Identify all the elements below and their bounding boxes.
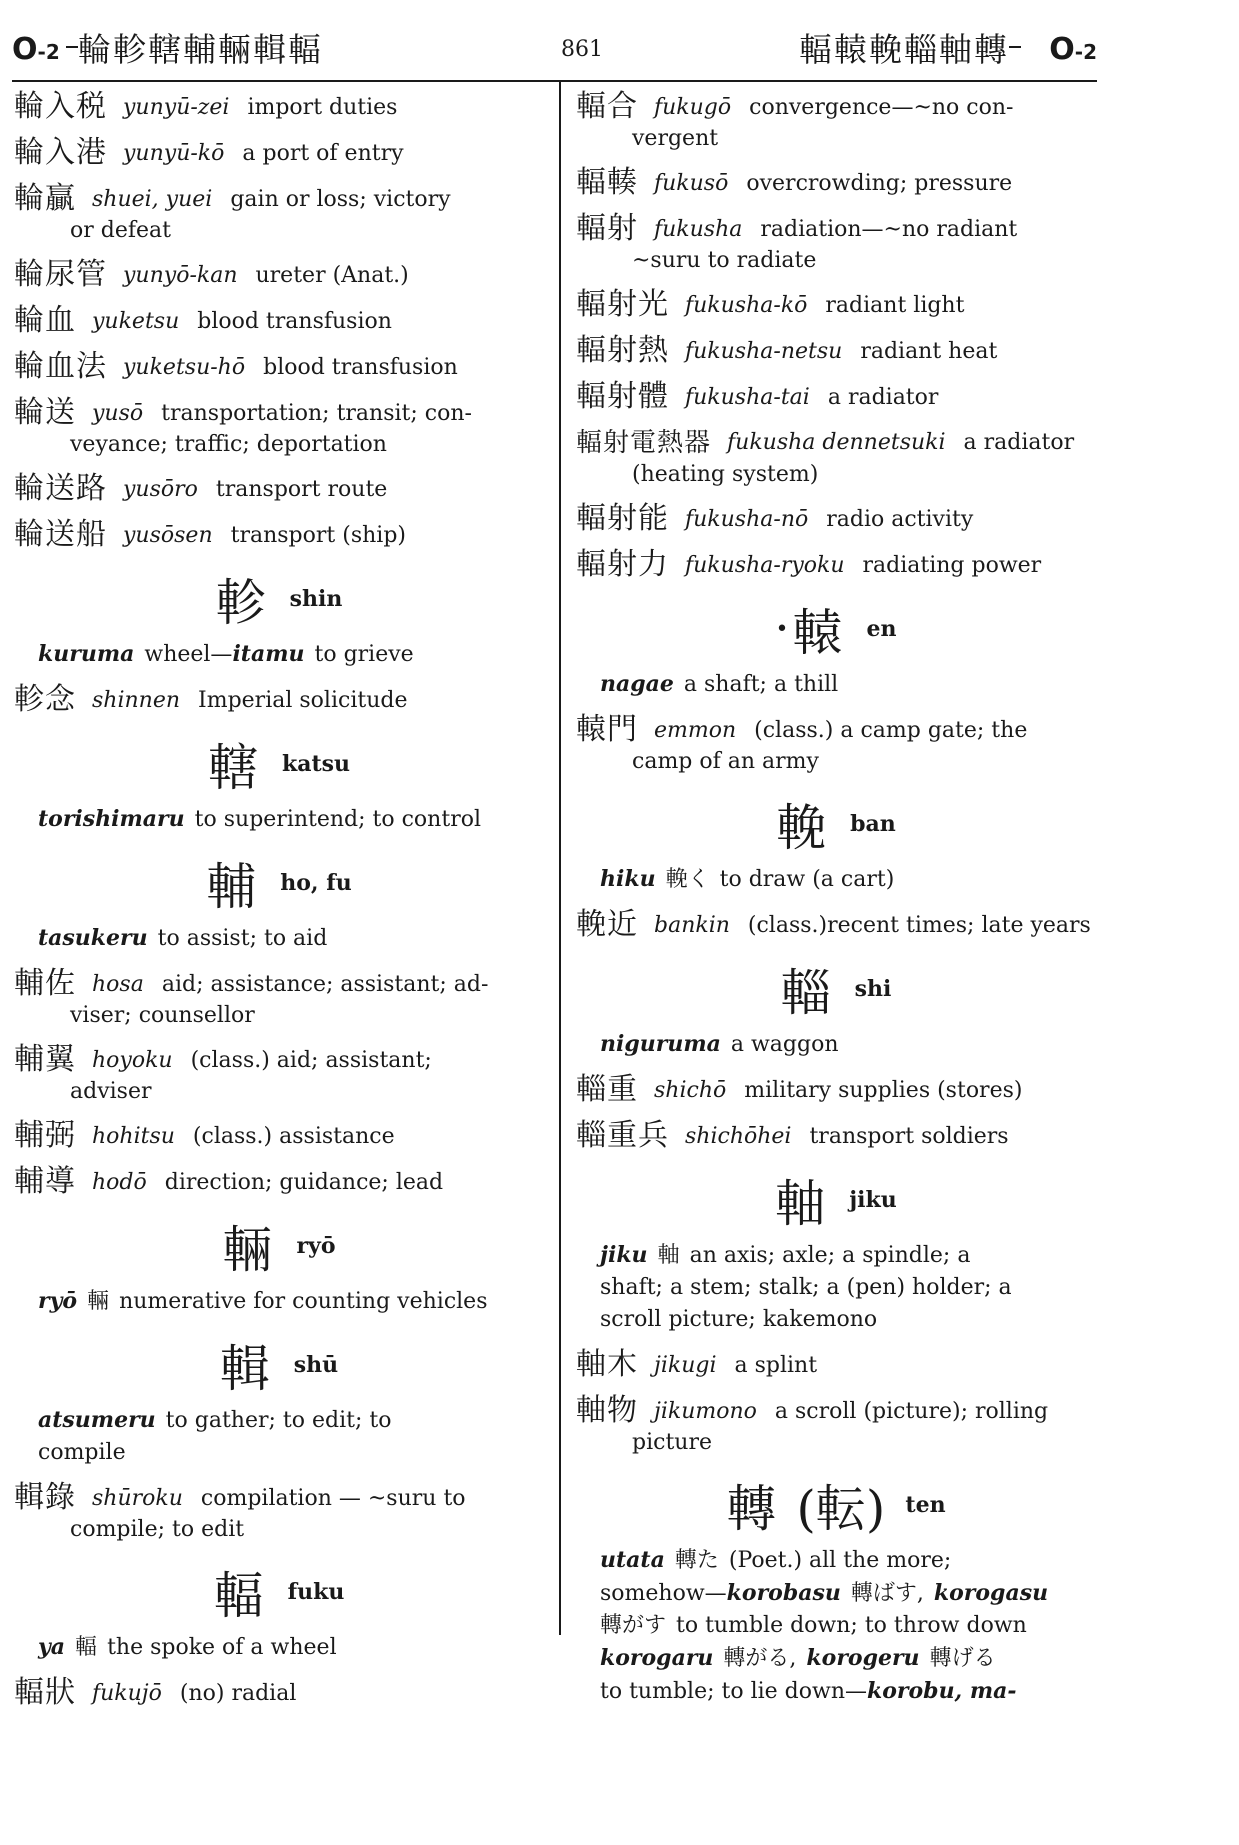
headword-katsu: 轄 katsu: [207, 739, 351, 797]
entry: 輯錄 shūroku compilation — ~suru to compile; to edit: [14, 1480, 466, 1542]
entry: 輪血法 yuketsu-hō blood transfusion: [14, 349, 458, 384]
kun-reading: utata 轉た (Poet.) all the more; somehow—korobasu 轉ばす, korogasu 轉がす to tumble down; to throw down korogaru 轉がる, korogeru 轉げる to tumble; to lie down—korobu, ma-: [600, 1547, 1049, 1704]
headword-en: • 轅 en: [775, 604, 897, 662]
kun-reading: torishimaru to superintend; to control: [38, 806, 481, 832]
entry: 輻狀 fukujō (no) radial: [14, 1675, 297, 1710]
page-number: 861: [561, 37, 603, 62]
right-section-code: O-2: [1049, 32, 1097, 67]
entry: 輔佐 hosa aid; assistance; assistant; ad- viser; counsellor: [14, 966, 489, 1028]
headword-ten: 轉 (転) ten: [726, 1480, 946, 1538]
kun-reading: tasukeru to assist; to aid: [38, 925, 328, 951]
left-column: [14, 90, 544, 1722]
entry: 輻射光 fukusha-kō radiant light: [576, 287, 965, 322]
kun-reading: ya 輻 the spoke of a wheel: [38, 1634, 337, 1660]
entry: 輪送 yusō transportation; transit; con- veyance; traffic; deportation: [14, 395, 472, 457]
entry: 輜重 shichō military supplies (stores): [576, 1072, 1023, 1107]
entry: 輻射電熱器 fukusha dennetsuki a radiator (heating system): [576, 428, 1075, 487]
entry: 輻射力 fukusha-ryoku radiating power: [576, 547, 1042, 582]
entry: 輪入港 yunyū-kō a port of entry: [14, 135, 404, 170]
entry: 輔翼 hoyoku (class.) aid; assistant; adviser: [14, 1042, 432, 1104]
entry: 輔導 hodō direction; guidance; lead: [14, 1164, 444, 1199]
right-header-dash: [1009, 46, 1021, 48]
kun-reading: nagae a shaft; a thill: [600, 671, 839, 697]
kun-reading: hiku 輓く to draw (a cart): [600, 866, 895, 892]
entry: 輪尿管 yunyō-kan ureter (Anat.): [14, 257, 409, 292]
headword-jiku: 軸 jiku: [775, 1175, 897, 1233]
kun-reading: kuruma wheel—itamu to grieve: [38, 641, 414, 667]
kun-reading: jiku 軸 an axis; axle; a spindle; a shaft; a stem; stalk; a (pen) holder; a scroll picture; kakemono: [600, 1242, 1012, 1332]
kun-reading: niguruma a waggon: [600, 1031, 839, 1057]
entry: 輻射 fukusha radiation—~no radiant ~suru to radiate: [576, 211, 1018, 273]
entry: 輪贏 shuei, yuei gain or loss; victory or defeat: [14, 181, 451, 243]
entry: 輻射體 fukusha-tai a radiator: [576, 379, 939, 414]
entry: 軸物 jikumono a scroll (picture); rolling picture: [576, 1393, 1049, 1455]
right-header-kanji: 輻轅輓輜軸轉: [799, 30, 1009, 69]
right-column: [576, 90, 1096, 1720]
entry: 轅門 emmon (class.) a camp gate; the camp of an army: [576, 712, 1028, 774]
entry: 輻射能 fukusha-nō radio activity: [576, 501, 974, 536]
headword-ryo: 輛 ryō: [222, 1221, 336, 1279]
left-header-kanji: 輪軫轄輔輛輯輻: [78, 30, 323, 69]
headword-ban: 輓 ban: [776, 799, 896, 857]
entry: 輓近 bankin (class.)recent times; late years: [576, 907, 1091, 942]
headword-fuku: 輻 fuku: [213, 1567, 345, 1625]
entry: 輪入税 yunyū-zei import duties: [14, 89, 398, 124]
column-divider: [559, 80, 561, 1635]
entry: 軸木 jikugi a splint: [576, 1347, 818, 1382]
kun-reading: ryō 輛 numerative for counting vehicles: [38, 1288, 488, 1314]
left-header-dash: [66, 46, 78, 48]
headword-shu: 輯 shū: [219, 1340, 339, 1398]
kun-reading: atsumeru to gather; to edit; to compile: [38, 1407, 392, 1465]
headword-ho: 輔 ho, fu: [206, 858, 352, 916]
page-header: [12, 24, 1097, 76]
entry: 輔弼 hohitsu (class.) assistance: [14, 1118, 395, 1153]
entry: 輪血 yuketsu blood transfusion: [14, 303, 392, 338]
left-section-code: O-2: [12, 32, 60, 67]
header-rule: [12, 80, 1097, 82]
headword-shi: 輜 shi: [780, 964, 892, 1022]
entry: 輻輳 fukusō overcrowding; pressure: [576, 165, 1013, 200]
entry: 輻射熱 fukusha-netsu radiant heat: [576, 333, 998, 368]
entry: 輪送路 yusōro transport route: [14, 471, 388, 506]
entry: 輪送船 yusōsen transport (ship): [14, 517, 406, 552]
entry: 軫念 shinnen Imperial solicitude: [14, 682, 408, 717]
entry: 輜重兵 shichōhei transport soldiers: [576, 1118, 1009, 1153]
entry: 輻合 fukugō convergence—~no con- vergent: [576, 89, 1014, 151]
headword-shin: 軫 shin: [215, 574, 343, 632]
